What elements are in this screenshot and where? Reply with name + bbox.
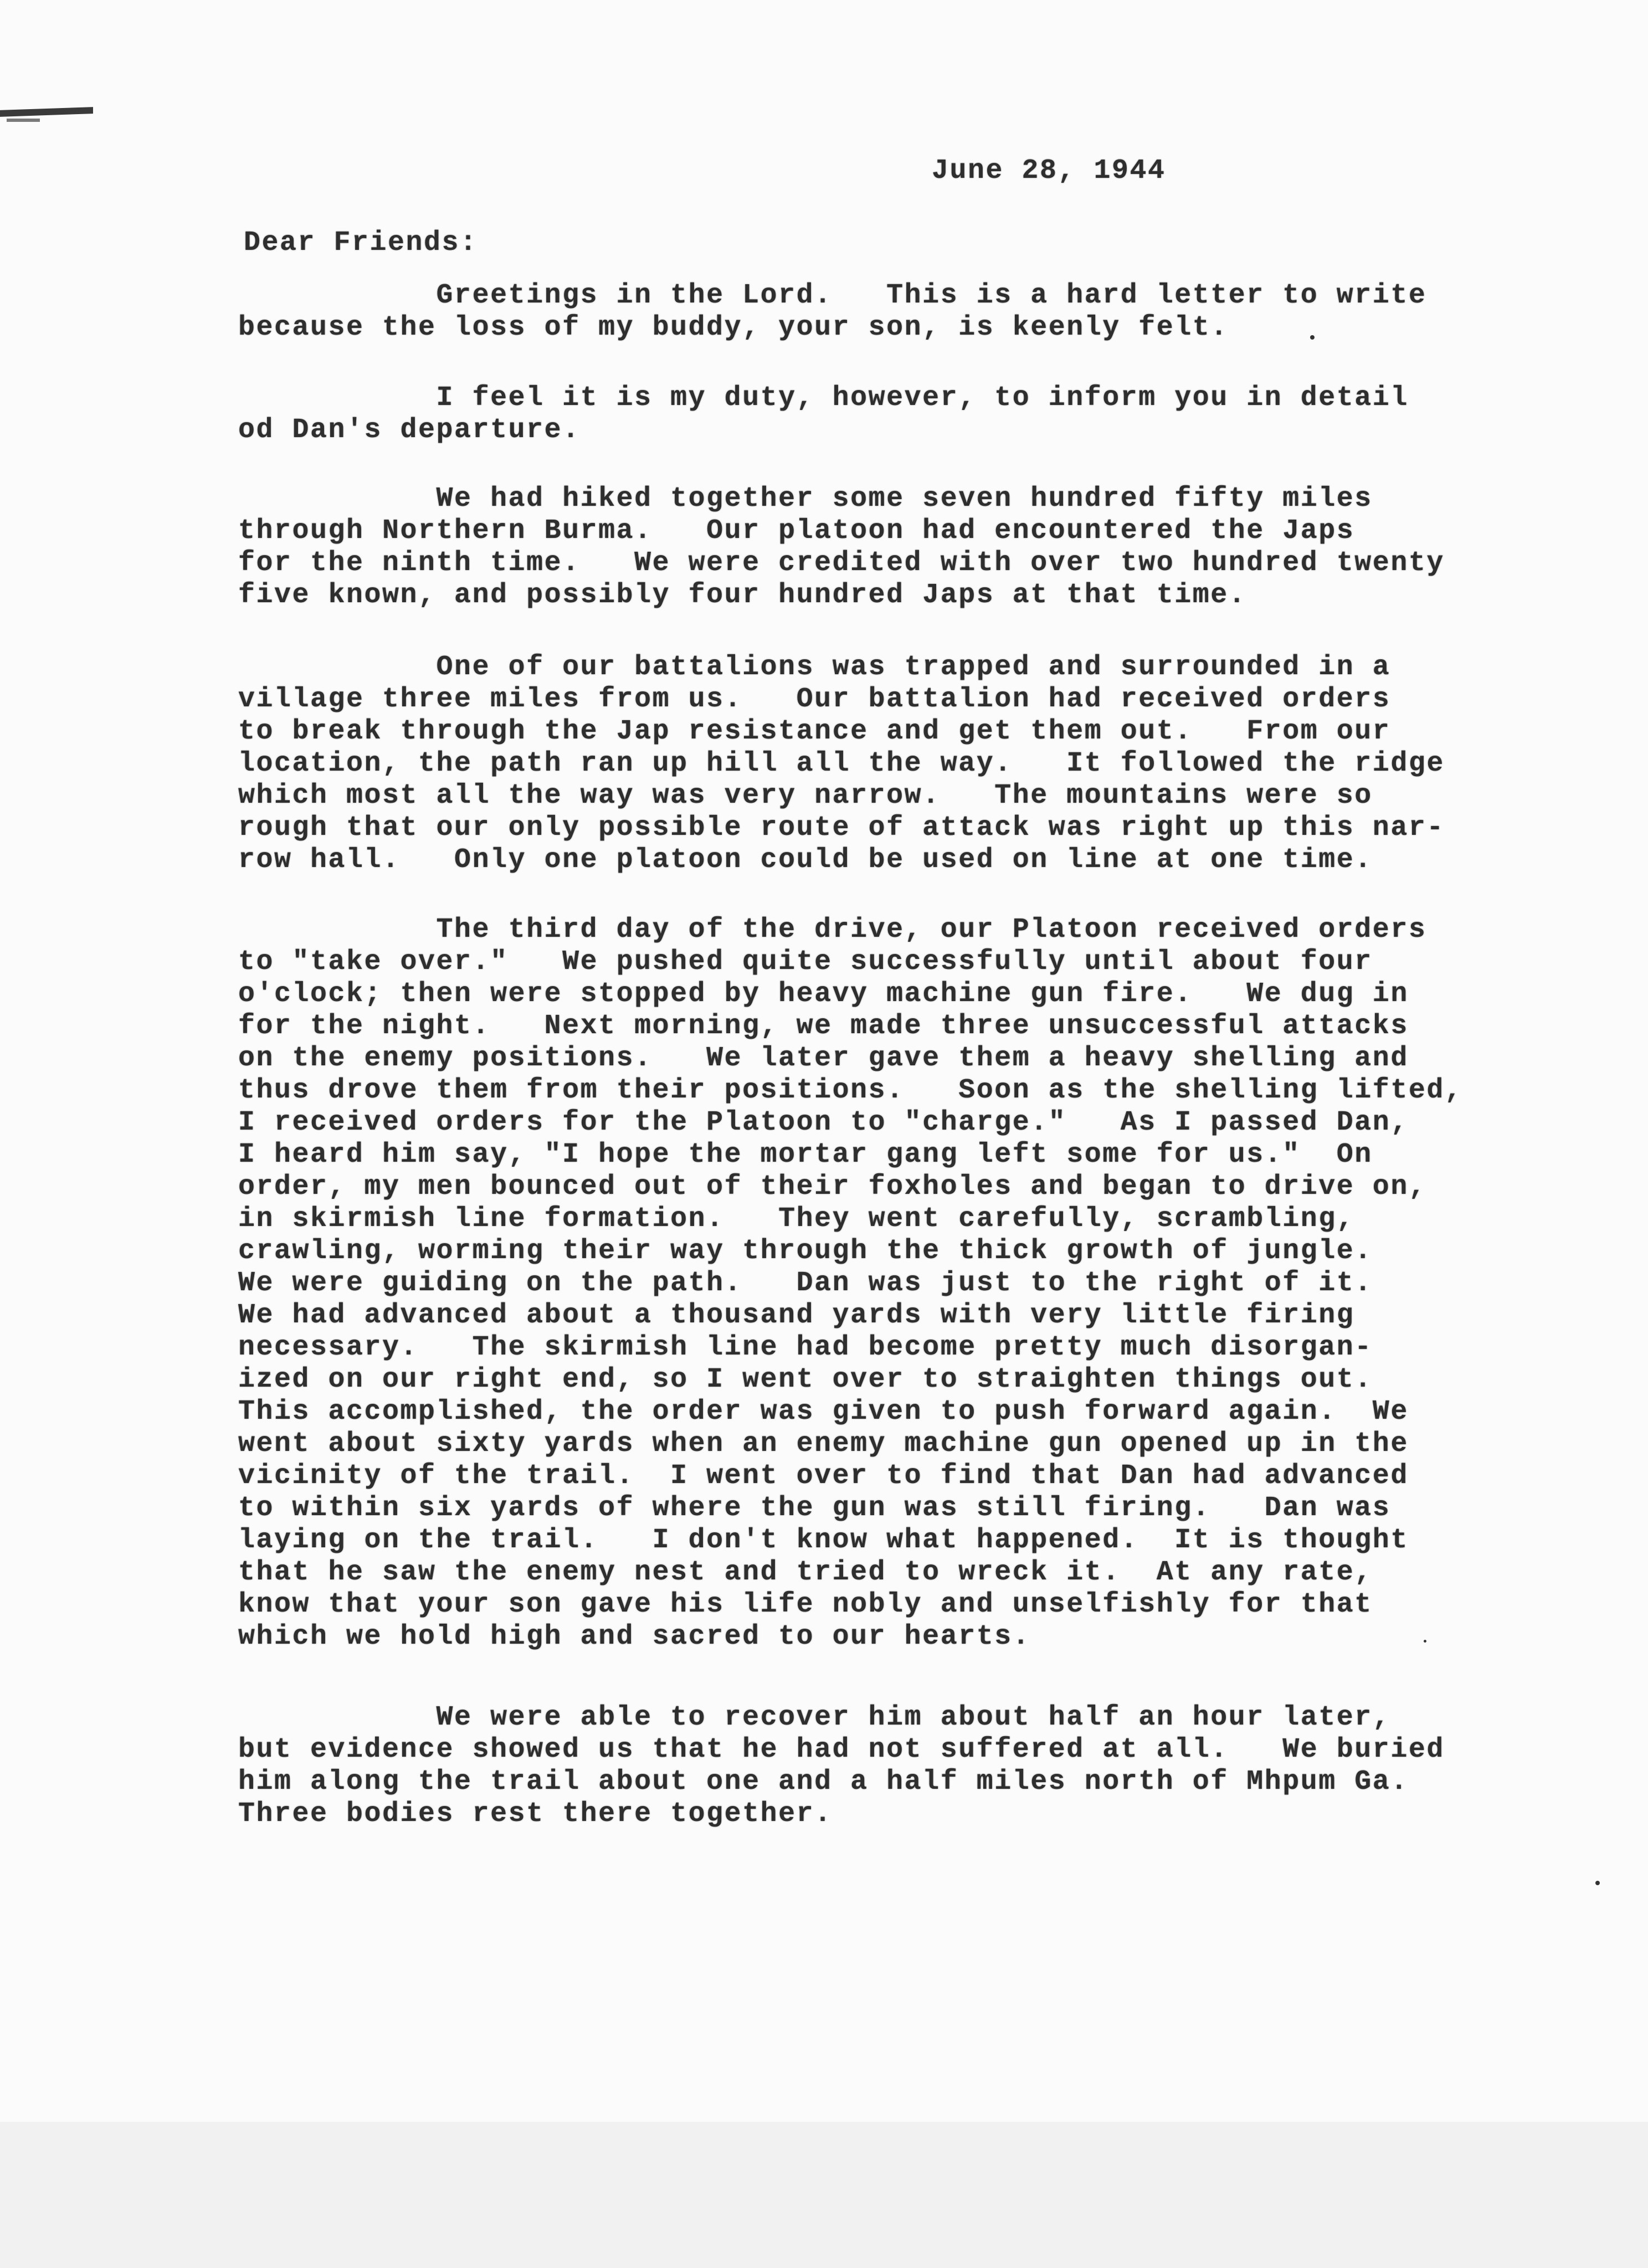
text-line: for the ninth time. We were credited with over two hundred twenty — [238, 547, 1445, 579]
text-line: We had advanced about a thousand yards with very little firing — [238, 1300, 1355, 1331]
text-line: order, my men bounced out of their foxholes and began to drive on, — [238, 1171, 1427, 1203]
paragraph-duty — [238, 382, 1409, 447]
text-line: thus drove them from their positions. Soon as the shelling lifted, — [238, 1075, 1463, 1106]
text-line: which most all the way was very narrow. The mountains were so — [238, 780, 1373, 812]
text-line: row hall. Only one platoon could be used on line at one time. — [238, 844, 1373, 876]
text-line: One of our battalions was trapped and surrounded in a — [238, 651, 1391, 683]
text-line: I received orders for the Platoon to "charge." As I passed Dan, — [238, 1107, 1409, 1138]
text-line: through Northern Burma. Our platoon had encountered the Japs — [238, 515, 1355, 547]
text-line: vicinity of the trail. I went over to find that Dan had advanced — [238, 1460, 1409, 1492]
text-line: for the night. Next morning, we made three unsuccessful attacks — [238, 1010, 1409, 1042]
text-line: necessary. The skirmish line had become pretty much disorgan- — [238, 1332, 1373, 1363]
text-line: to within six yards of where the gun was still firing. Dan was — [238, 1492, 1391, 1524]
text-line: rough that our only possible route of attack was right up this nar- — [238, 812, 1445, 844]
paragraph-battalion — [238, 651, 1445, 876]
text-line: five known, and possibly four hundred Japs at that time. — [238, 579, 1247, 611]
text-line: which we hold high and sacred to our hearts. — [238, 1621, 1031, 1653]
text-line: ized on our right end, so I went over to straighten things out. — [238, 1364, 1373, 1395]
paragraph-hike — [238, 483, 1445, 612]
text-line: We were guiding on the path. Dan was just to the right of it. — [238, 1268, 1373, 1299]
text-line: on the enemy positions. We later gave them a heavy shelling and — [238, 1043, 1409, 1074]
paragraph-drive — [238, 914, 1462, 1653]
paragraph-greeting — [238, 280, 1426, 344]
paragraph-burial — [238, 1702, 1445, 1830]
text-line: Greetings in the Lord. This is a hard letter to write — [238, 280, 1427, 311]
salutation: Dear Friends: — [244, 227, 478, 259]
text-line: We had hiked together some seven hundred fifty miles — [238, 483, 1373, 515]
text-line: I feel it is my duty, however, to inform you in detail — [238, 382, 1409, 414]
scan-border — [0, 2122, 1648, 2268]
text-line: to break through the Jap resistance and get them out. From our — [238, 716, 1391, 747]
staple-mark-shadow — [7, 119, 40, 122]
text-line: but evidence showed us that he had not suffered at all. We buried — [238, 1734, 1445, 1766]
staple-mark — [0, 107, 93, 117]
text-line: od Dan's departure. — [238, 414, 581, 446]
text-line: to "take over." We pushed quite successfully until about four — [238, 946, 1373, 978]
text-line: in skirmish line formation. They went carefully, scrambling, — [238, 1203, 1355, 1235]
text-line: laying on the trail. I don't know what happened. It is thought — [238, 1525, 1409, 1556]
text-line: that he saw the enemy nest and tried to wreck it. At any rate, — [238, 1557, 1373, 1588]
text-line: The third day of the drive, our Platoon received orders — [238, 914, 1427, 946]
text-line: him along the trail about one and a half miles north of Mhpum Ga. — [238, 1766, 1409, 1798]
letter-date: June 28, 1944 — [932, 155, 1166, 187]
text-line: This accomplished, the order was given to push forward again. We — [238, 1396, 1409, 1428]
text-line: Three bodies rest there together. — [238, 1798, 833, 1830]
text-line: know that your son gave his life nobly and unselfishly for that — [238, 1589, 1373, 1620]
text-line: We were able to recover him about half an hour later, — [238, 1702, 1391, 1733]
text-line: o'clock; then were stopped by heavy machine gun fire. We dug in — [238, 978, 1409, 1010]
text-line: village three miles from us. Our battalion had received orders — [238, 684, 1391, 715]
text-line: I heard him say, "I hope the mortar gang left some for us." On — [238, 1139, 1373, 1171]
text-line: because the loss of my buddy, your son, is keenly felt. — [238, 312, 1229, 343]
text-line: went about sixty yards when an enemy machine gun opened up in the — [238, 1428, 1409, 1460]
text-line: crawling, worming their way through the thick growth of jungle. — [238, 1235, 1373, 1267]
text-line: location, the path ran up hill all the way. It followed the ridge — [238, 748, 1445, 779]
